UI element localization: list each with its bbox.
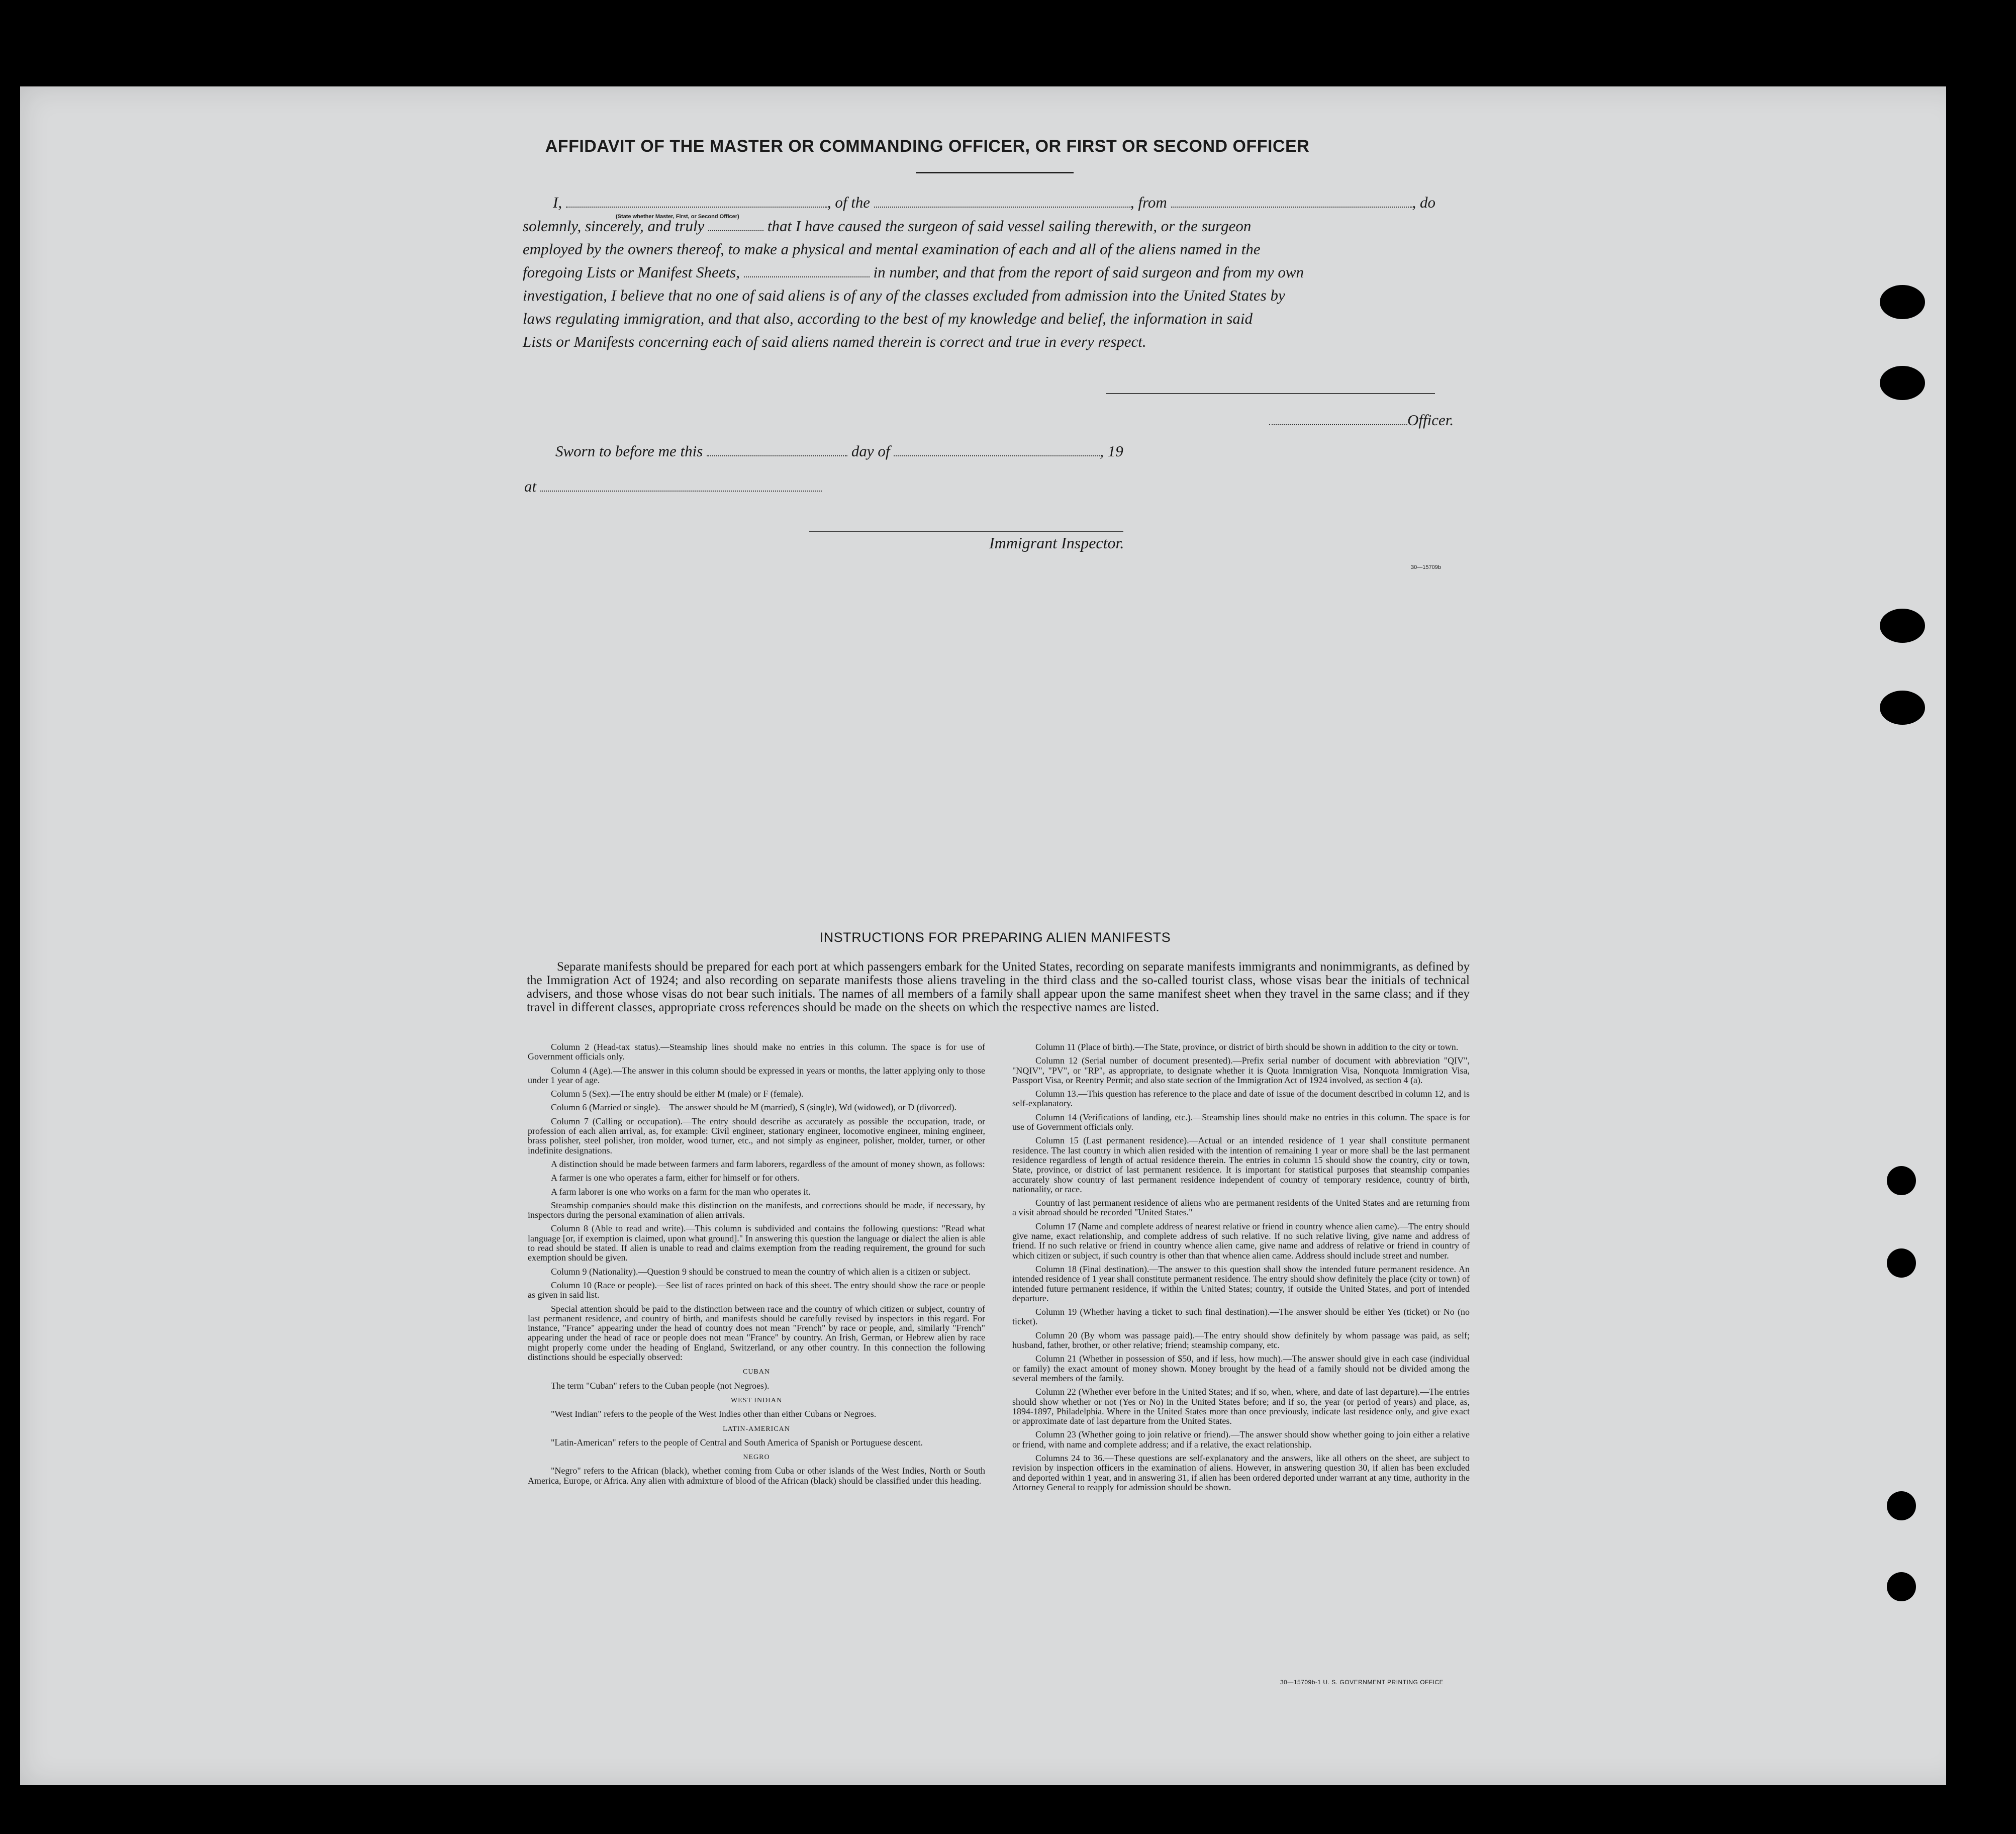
place-field[interactable] — [540, 479, 822, 492]
instruction-paragraph: A distinction should be made between farmers and farm laborers, regardless of the amount of money shown, as follows: — [551, 1159, 985, 1169]
at-label: at — [524, 477, 537, 495]
instruction-paragraph: Column 2 (Head-tax status).—Steamship lines should make no entries in this column. The space is for use of Government officials only. — [528, 1042, 985, 1062]
left-column — [528, 1042, 985, 1490]
officer-label: Officer. — [1407, 411, 1454, 429]
binder-notch — [1880, 609, 1925, 643]
negro-heading: NEGRO — [743, 1454, 770, 1462]
instruction-paragraph: Column 20 (By whom was passage paid).—The entry should show definitely by whom passage was paid, as self; husband, father, brother, or other relative; friend; steamship company, etc. — [1012, 1330, 1470, 1350]
sworn-label: Sworn to before me this — [555, 442, 703, 460]
officer-signature-line[interactable] — [1106, 393, 1435, 394]
printing-office-footer: 30—15709b-1 U. S. GOVERNMENT PRINTING OFFICE — [1280, 1679, 1444, 1686]
officer-rank-field[interactable] — [566, 196, 827, 208]
affidavit-line-6: laws regulating immigration, and that also, according to the best of my knowledge and belief, the information in said — [523, 310, 1253, 327]
instruction-paragraph: A farm laborer is one who works on a farm for the man who operates it. — [551, 1186, 811, 1197]
affidavit-line-3: employed by the owners thereof, to make a physical and mental examination of each and all of the aliens named in the — [523, 240, 1261, 258]
instruction-paragraph: Column 11 (Place of birth).—The State, province, or district of birth should be shown in addition to the city or town. — [1035, 1042, 1459, 1052]
port-field[interactable] — [1171, 196, 1412, 208]
line4-a: foregoing Lists or Manifest Sheets, — [523, 263, 740, 281]
instruction-paragraph: A farmer is one who operates a farm, either for himself or for others. — [551, 1173, 800, 1183]
cuban-heading: CUBAN — [742, 1368, 770, 1376]
latin-american-heading: LATIN-AMERICAN — [723, 1425, 790, 1433]
instruction-paragraph: Columns 24 to 36.—These questions are self-explanatory and the answers, like all others on the sheet, are subject to revision by inspection officers in the examination of aliens. However, in answering question 30, if alien has been excluded and deported within 1 year, and in answering 31, if alien has been ordered deported under warrant at any time, authority in the Attorney General to reapply for admission should be shown. — [1012, 1453, 1470, 1492]
truly-field[interactable] — [708, 219, 763, 231]
instruction-paragraph: Column 22 (Whether ever before in the United States; and if so, when, where, and date of last departure).—The entries should show whether or not (Yes or No) in the United States before; and if so, the year (or period of years) and place, as, 1894-1897, Philadelphia. Where in the United States more than once previously, indicate last residence only, and give exact or approximate date of last departure from the United States. — [1012, 1387, 1470, 1426]
vessel-field[interactable] — [874, 196, 1130, 208]
punch-hole — [1887, 1166, 1916, 1195]
instruction-paragraph: Column 23 (Whether going to join relative or friend).—The answer should show whether going to join either a relative or friend, with name and complete address; and if a relative, the exact relationship. — [1012, 1429, 1470, 1450]
at-line — [524, 477, 822, 496]
day-of-label: day of — [851, 442, 890, 460]
from-label: , from — [1130, 194, 1167, 211]
instructions-intro: Separate manifests should be prepared for each port at which passengers embark for the United States, recording on separate manifests immigrants and nonimmigrants, as defined by the Immigration Act of 1924; and also recording on separate manifests those aliens traveling in the third class and the so-called tourist class, whose visas bear the initials of technical advisers, and those whose visas do not bear such initials. The names of all members of a family shall appear upon the same manifest sheet when they travel in the same class; and if they travel in different classes, appropriate cross references should be made on the sheets on which the respective names are listed. — [527, 960, 1470, 1014]
punch-hole — [1887, 1248, 1916, 1278]
affidavit-title: AFFIDAVIT OF THE MASTER OR COMMANDING OFFICER, OR FIRST OR SECOND OFFICER — [545, 137, 1310, 156]
instruction-paragraph: Column 19 (Whether having a ticket to such final destination).—The answer should be either Yes (ticket) or No (no ticket). — [1012, 1307, 1470, 1327]
instruction-paragraph: Column 8 (Able to read and write).—This column is subdivided and contains the following questions: "Read what language [or, if exemption is claimed, upon what ground]." In answering this question the language or dialect the alien is able to read should be stated. If alien is unable to read and claims exemption from the reading requirement, the ground for such exemption should be given. — [528, 1223, 985, 1263]
year-label: , 19 — [1100, 442, 1123, 460]
instruction-paragraph: Column 9 (Nationality).—Question 9 should be construed to mean the country of which alien is a citizen or subject. — [551, 1266, 971, 1277]
instruction-paragraph: Column 10 (Race or people).—See list of races printed on back of this sheet. The entry should show the race or people as given in said list. — [528, 1280, 985, 1300]
sworn-day-field[interactable] — [707, 444, 847, 456]
sworn-line — [555, 442, 1123, 460]
instruction-paragraph: Column 15 (Last permanent residence).—Actual or an intended residence of 1 year shall constitute permanent residence. The last country in which alien resided with the intention of remaining 1 year or more shall be the last permanent residence regardless of length of actual residence therein. The entries in column 15 should show the country, city or town, State, province, or district of last permanent residence. It is important for statistical purposes that steamship companies accurately show country of last permanent residence independent of country of temporary residence, country of birth, nationality, or race. — [1012, 1135, 1470, 1194]
punch-hole — [1887, 1572, 1916, 1601]
binder-notch — [1880, 691, 1925, 725]
instruction-paragraph: Column 4 (Age).—The answer in this column should be expressed in years or months, the latter applying only to those under 1 year of age. — [528, 1065, 985, 1085]
affidavit-line-7: Lists or Manifests concerning each of said aliens named therein is correct and true in every respect. — [523, 333, 1146, 350]
right-column — [1012, 1042, 1470, 1496]
instruction-paragraph: Column 14 (Verifications of landing, etc.).—Steamship lines should make no entries in this column. The space is for use of Government officials only. — [1012, 1112, 1470, 1132]
instruction-paragraph: Column 18 (Final destination).—The answer to this question shall show the intended future permanent residence. An intended residence of 1 year shall constitute permanent residence. The entry should show definitely the place (city or town) of intended future permanent residence, if within the United States; country, if outside the United States, and port of intended departure. — [1012, 1264, 1470, 1303]
instruction-paragraph: Column 21 (Whether in possession of $50, and if less, how much).—The answer should give in each case (individual or family) the exact amount of money shown. Money brought by the head of a family should not be divided among the several members of the family. — [1012, 1354, 1470, 1383]
instruction-paragraph: Column 13.—This question has reference to the place and date of issue of the document described in column 12, and is self-explanatory. — [1012, 1089, 1470, 1109]
state-rank-note: (State whether Master, First, or Second Officer) — [616, 214, 739, 220]
affidavit-line-5: investigation, I believe that no one of said aliens is of any of the classes excluded from admission into the United States by — [523, 286, 1285, 304]
officer-field[interactable] — [1269, 413, 1407, 425]
line4-b: in number, and that from the report of said surgeon and from my own — [873, 263, 1304, 281]
number-of-sheets-field[interactable] — [744, 265, 870, 277]
instruction-paragraph: Column 6 (Married or single).—The answer should be M (married), S (single), Wd (widowed), or D (divorced). — [551, 1102, 956, 1113]
west-indian-text: "West Indian" refers to the people of the West Indies other than either Cubans or Negroes. — [551, 1409, 877, 1419]
instruction-paragraph: Special attention should be paid to the distinction between race and the country of which citizen or subject, country of last permanent residence, and country of birth, and manifests should be carefully revised by inspectors in this regard. For instance, "France" appearing under the head of country does not mean "French" by race or people, and, similarly "French" appearing under the head of race or people does not mean "France" by country. An Irish, German, or Hebrew alien by race might properly come under the heading of England, Switzerland, or any other country. In this connection the following distinctions should be especially observed: — [528, 1303, 985, 1363]
punch-hole — [1887, 1491, 1916, 1520]
binder-notch — [1880, 366, 1925, 400]
negro-text: "Negro" refers to the African (black), whether coming from Cuba or other islands of the West Indies, North or South America, Europe, or Africa. Any alien with admixture of blood of the African (black) should be classified under this heading. — [528, 1466, 985, 1486]
scan-edge — [1946, 86, 2016, 1785]
affidavit-line-2 — [523, 217, 1251, 235]
inspector-label: Immigrant Inspector. — [989, 534, 1124, 552]
instructions-title: INSTRUCTIONS FOR PREPARING ALIEN MANIFESTS — [819, 930, 1171, 945]
instruction-paragraph: Country of last permanent residence of aliens who are permanent residents of the United States and are returning from a visit abroad should be recorded "United States." — [1012, 1198, 1470, 1218]
sworn-month-field[interactable] — [894, 444, 1100, 456]
latin-american-text: "Latin-American" refers to the people of Central and South America of Spanish or Portuguese descent. — [551, 1437, 923, 1447]
binder-notch — [1880, 285, 1925, 319]
instruction-paragraph: Column 12 (Serial number of document presented).—Prefix serial number of document with abbreviation "QIV", "NQIV", "PV", or "RP", as appropriate, to designate whether it is Quota Immigration Visa, Nonquota Immigration Visa, Passport Visa, or Reentry Permit; and also state section of the Immigration Act of 1924 involved, as section 4 (a). — [1012, 1055, 1470, 1085]
inspector-signature-line[interactable] — [809, 531, 1123, 532]
line2-b: that I have caused the surgeon of said vessel sailing therewith, or the surgeon — [767, 217, 1252, 235]
west-indian-heading: WEST INDIAN — [730, 1396, 783, 1404]
cuban-text: The term "Cuban" refers to the Cuban people (not Negroes). — [551, 1380, 770, 1391]
instruction-paragraph: Column 7 (Calling or occupation).—The entry should describe as accurately as possible the occupation, trade, or profession of each alien arrival, as, for example: Civil engineer, stationary engineer, locomotive engineer, mining engineer, brass polisher, steel polisher, iron molder, wood turner, etc., and not simply as engineer, polisher, molder, turner, or other indefinite designations. — [528, 1116, 985, 1155]
affidavit-line-1 — [553, 194, 1435, 212]
form-number: 30—15709b — [1411, 564, 1441, 570]
affidavit-line-4 — [523, 263, 1304, 281]
instruction-paragraph: Column 5 (Sex).—The entry should be either M (male) or F (female). — [551, 1089, 804, 1099]
instruction-paragraph: Column 17 (Name and complete address of nearest relative or friend in country whence alien came).—The entry should give name, exact relationship, and complete address of such relative. If no such relative living, give name and address of friend. If no such relative or friend in country whence alien came, give name and address of relative or friend in country of which citizen or subject, if such country is other than that whence alien came. Address should include street and number. — [1012, 1221, 1470, 1261]
of-the-label: , of the — [827, 194, 871, 211]
i-label: I, — [553, 194, 562, 211]
title-rule — [916, 172, 1074, 173]
officer-line — [1269, 411, 1454, 429]
line2-a: solemnly, sincerely, and truly — [523, 217, 705, 235]
do-label: , do — [1412, 194, 1435, 211]
instruction-paragraph: Steamship companies should make this distinction on the manifests, and corrections should be made, if necessary, by inspectors during the personal examination of alien arrivals. — [528, 1200, 985, 1220]
